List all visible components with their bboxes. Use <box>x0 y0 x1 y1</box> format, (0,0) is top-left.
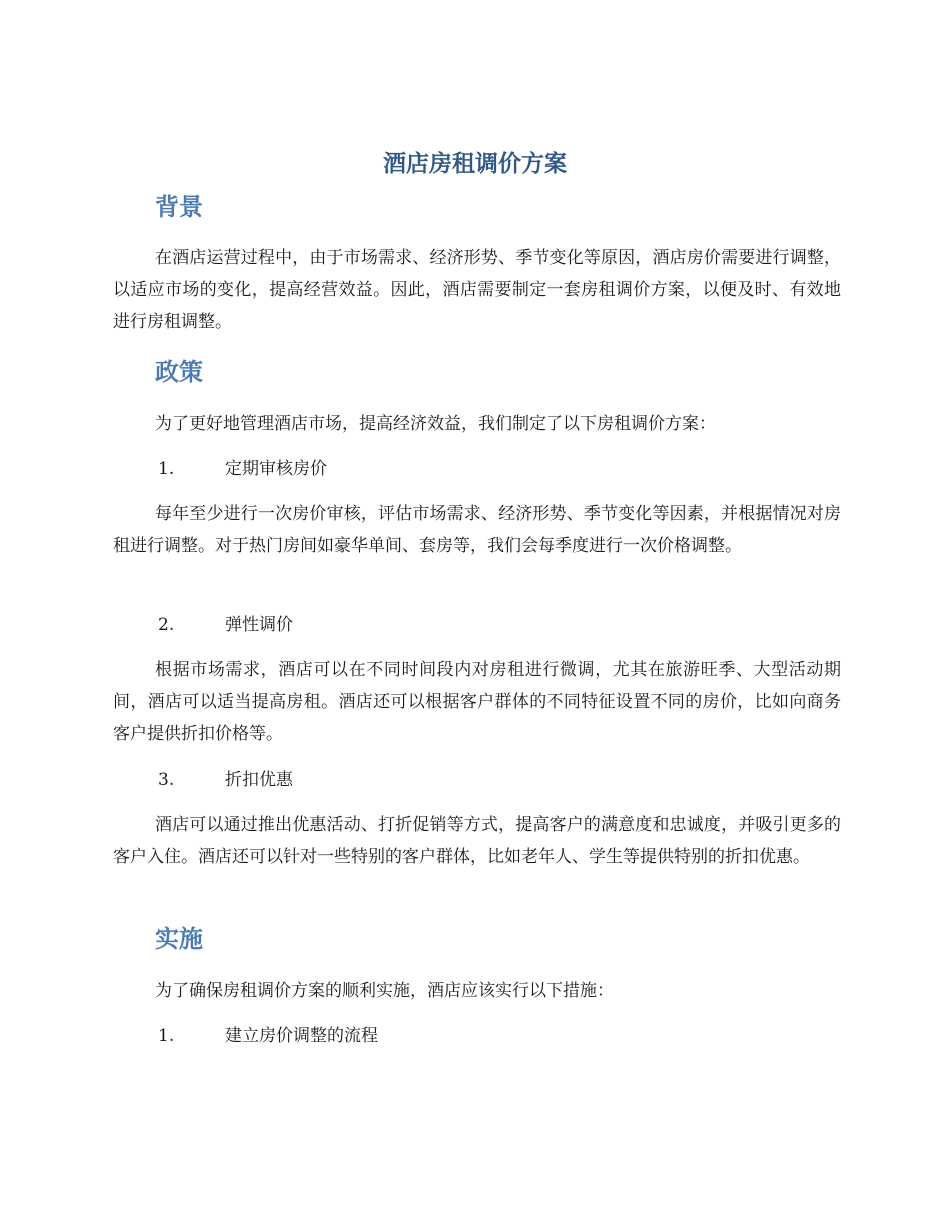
heading-background: 背景 <box>155 193 203 221</box>
list-number: 1. <box>158 459 175 479</box>
paragraph-implementation-intro: 为了确保房租调价方案的顺利实施，酒店应该实行以下措施： <box>155 981 614 1001</box>
paragraph-background: 在酒店运营过程中，由于市场需求、经济形势、季节变化等原因，酒店房价需要进行调整，以适应市场的变化，提高经营效益。因此，酒店需要制定一套房租调价方案，以便及时、有效地进行房租调整。 <box>113 248 841 332</box>
paragraph-item-text: 酒店可以通过推出优惠活动、打折促销等方式，提高客户的满意度和忠诚度，并吸引更多的客户入住。酒店还可以针对一些特别的客户群体，比如老年人、学生等提供特别的折扣优惠。 <box>113 815 841 867</box>
paragraph-item-text: 根据市场需求，酒店可以在不同时间段内对房租进行微调，尤其在旅游旺季、大型活动期间，酒店可以适当提高房租。酒店还可以根据客户群体的不同特征设置不同的房价，比如向商务客户提供折扣价格等。 <box>113 660 841 744</box>
list-item-label: 弹性调价 <box>225 615 293 635</box>
list-item-label: 折扣优惠 <box>225 770 293 790</box>
list-item-label: 建立房价调整的流程 <box>225 1026 378 1046</box>
heading-policy: 政策 <box>155 358 203 386</box>
list-item-label: 定期审核房价 <box>225 459 327 479</box>
paragraph-policy-intro: 为了更好地管理酒店市场，提高经济效益，我们制定了以下房租调价方案： <box>155 414 716 434</box>
list-number: 2. <box>158 615 175 635</box>
document-title: 酒店房租调价方案 <box>383 151 567 177</box>
list-number: 3. <box>158 770 175 790</box>
heading-implementation: 实施 <box>155 925 203 953</box>
list-number: 1. <box>158 1026 175 1046</box>
paragraph-item-text: 每年至少进行一次房价审核，评估市场需求、经济形势、季节变化等因素，并根据情况对房租进行调整。对于热门房间如豪华单间、套房等，我们会每季度进行一次价格调整。 <box>113 504 841 556</box>
